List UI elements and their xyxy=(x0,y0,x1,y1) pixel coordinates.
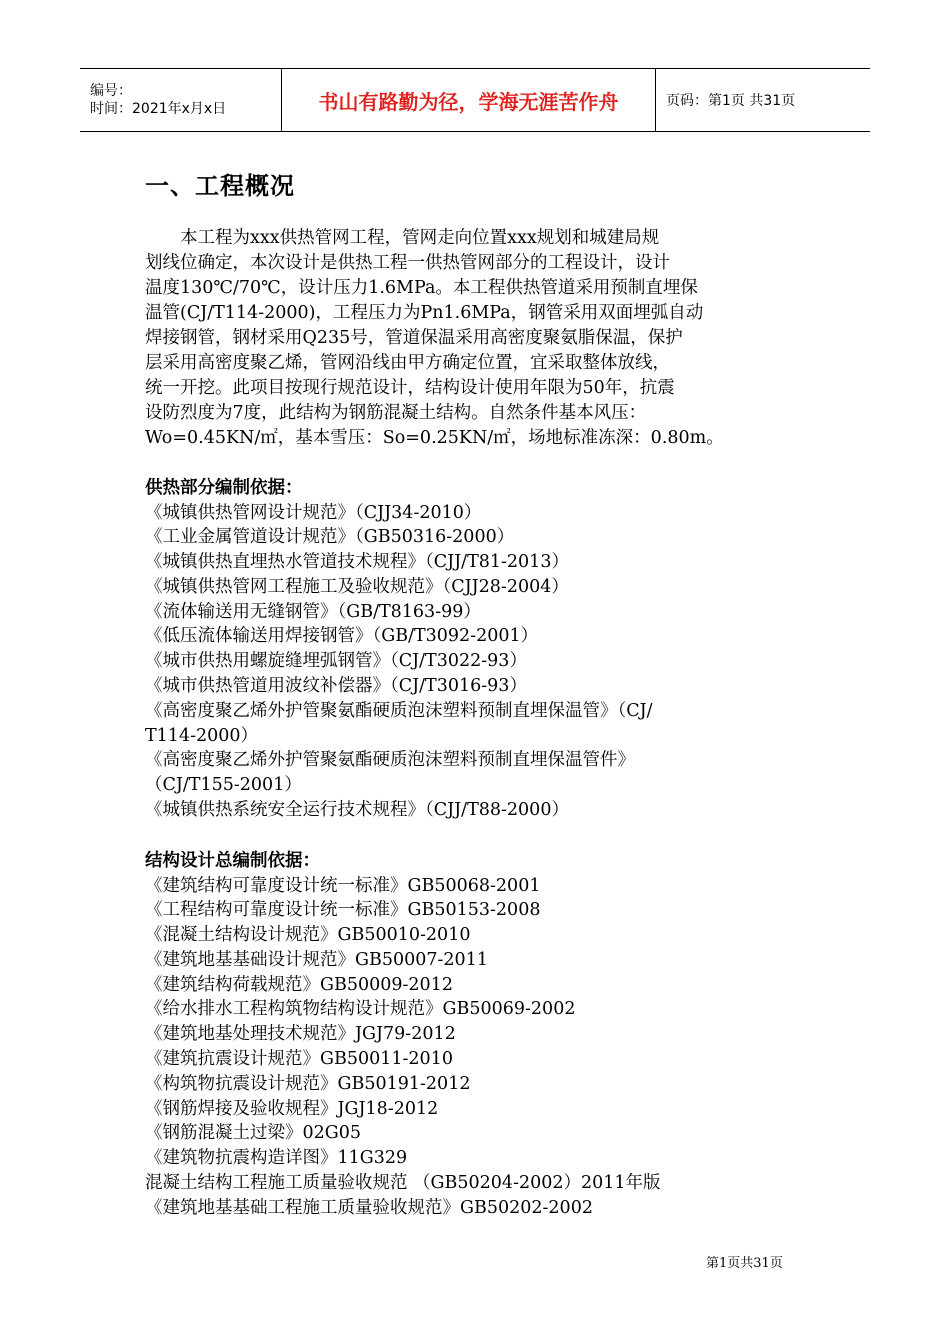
structure-basis-item: 《钢筋混凝土过梁》02G05 xyxy=(145,1123,362,1144)
heating-basis-item: 《城镇供热管网工程施工及验收规范》（CJJ28-2004） xyxy=(145,576,569,597)
structure-basis-section xyxy=(145,849,845,1221)
structure-basis-item: 《混凝土结构设计规范》GB50010-2010 xyxy=(145,925,471,946)
structure-basis-item: 《建筑结构可靠度设计统一标准》GB50068-2001 xyxy=(145,875,541,896)
structure-basis-item: 《构筑物抗震设计规范》GB50191-2012 xyxy=(145,1073,471,1094)
heating-basis-item: 《高密度聚乙烯外护管聚氨酯硬质泡沫塑料预制直埋保温管件》 xyxy=(145,750,635,771)
page-header xyxy=(80,68,870,132)
structure-basis-item: 《工程结构可靠度设计统一标准》GB50153-2008 xyxy=(145,900,541,921)
structure-basis-item: 《建筑结构荷载规范》GB50009-2012 xyxy=(145,974,453,995)
document-time-label: 时间：2021年x月x日 xyxy=(90,101,227,117)
document-number-label: 编号： xyxy=(90,83,132,99)
heating-basis-item: （CJ/T155-2001） xyxy=(145,775,302,796)
header-meta xyxy=(80,69,282,131)
heating-basis-item: 《城市供热用螺旋缝埋弧钢管》（CJ/T3022-93） xyxy=(145,651,527,672)
motto-text: 书山有路勤为径，学海无涯苦作舟 xyxy=(318,89,619,114)
structure-basis-item: 《钢筋焊接及验收规程》JGJ18-2012 xyxy=(145,1098,439,1119)
heating-basis-item: 《高密度聚乙烯外护管聚氨酯硬质泡沫塑料预制直埋保温管》（CJ/ xyxy=(145,700,653,721)
header-motto xyxy=(282,69,656,131)
structure-basis-item: 《建筑抗震设计规范》GB50011-2010 xyxy=(145,1049,453,1070)
heating-basis-title: 供热部分编制依据： xyxy=(145,478,303,498)
section-heading: 一、工程概况 xyxy=(145,172,295,200)
page-footer: 第1页共31页 xyxy=(706,1256,783,1271)
overview-line: 设防烈度为7度，此结构为钢筋混凝土结构。自然条件基本风压： xyxy=(145,403,647,423)
overview-line: 层采用高密度聚乙烯，管网沿线由甲方确定位置，宜采取整体放线， xyxy=(145,353,670,373)
structure-basis-item: 混凝土结构工程施工质量验收规范 （GB50204-2002）2011年版 xyxy=(145,1173,661,1194)
overview-line: 温度130℃/70℃，设计压力1.6MPa。本工程供热管道采用预制直埋保 xyxy=(145,278,698,298)
structure-basis-item: 《给水排水工程构筑物结构设计规范》GB50069-2002 xyxy=(145,999,576,1020)
heating-basis-item: 《工业金属管道设计规范》（GB50316-2000） xyxy=(145,527,515,548)
overview-line: Wo=0.45KN/㎡，基本雪压：So=0.25KN/㎡，场地标准冻深：0.80m。 xyxy=(145,428,724,448)
heating-basis-item: 《城镇供热直埋热水管道技术规程》（CJJ/T81-2013） xyxy=(145,552,569,573)
structure-basis-item: 《建筑地基基础设计规范》GB50007-2011 xyxy=(145,949,488,970)
overview-line: 温管(CJ/T114-2000)，工程压力为Pn1.6MPa，钢管采用双面埋弧自动 xyxy=(145,303,704,323)
heating-basis-item: 《城镇供热系统安全运行技术规程》（CJJ/T88-2000） xyxy=(145,800,569,821)
header-page-number xyxy=(656,69,870,131)
page-number-label: 页码：第1页 共31页 xyxy=(666,93,796,109)
heating-basis-item: 《城镇供热管网设计规范》（CJJ34-2010） xyxy=(145,502,482,523)
structure-basis-item: 《建筑物抗震构造详图》11G329 xyxy=(145,1148,408,1169)
overview-line: 划线位确定，本次设计是供热工程一供热管网部分的工程设计，设计 xyxy=(145,253,670,273)
overview-line: 本工程为xxx供热管网工程，管网走向位置xxx规划和城建局规 xyxy=(145,228,660,248)
structure-basis-item: 《建筑地基处理技术规范》JGJ79-2012 xyxy=(145,1024,456,1045)
overview-line: 焊接钢管，钢材采用Q235号，管道保温采用高密度聚氨脂保温，保护 xyxy=(145,328,683,348)
heating-basis-item: T114-2000） xyxy=(145,725,259,746)
overview-line: 统一开挖。此项目按现行规范设计，结构设计使用年限为50年，抗震 xyxy=(145,378,675,398)
overview-paragraph xyxy=(145,226,811,451)
heating-basis-item: 《城市供热管道用波纹补偿器》（CJ/T3016-93） xyxy=(145,676,527,697)
heating-basis-section xyxy=(145,476,845,823)
heating-basis-item: 《流体输送用无缝钢管》（GB/T8163-99） xyxy=(145,601,481,622)
heating-basis-item: 《低压流体输送用焊接钢管》（GB/T3092-2001） xyxy=(145,626,539,647)
structure-basis-title: 结构设计总编制依据： xyxy=(145,851,320,871)
structure-basis-item: 《建筑地基基础工程施工质量验收规范》GB50202-2002 xyxy=(145,1197,593,1218)
